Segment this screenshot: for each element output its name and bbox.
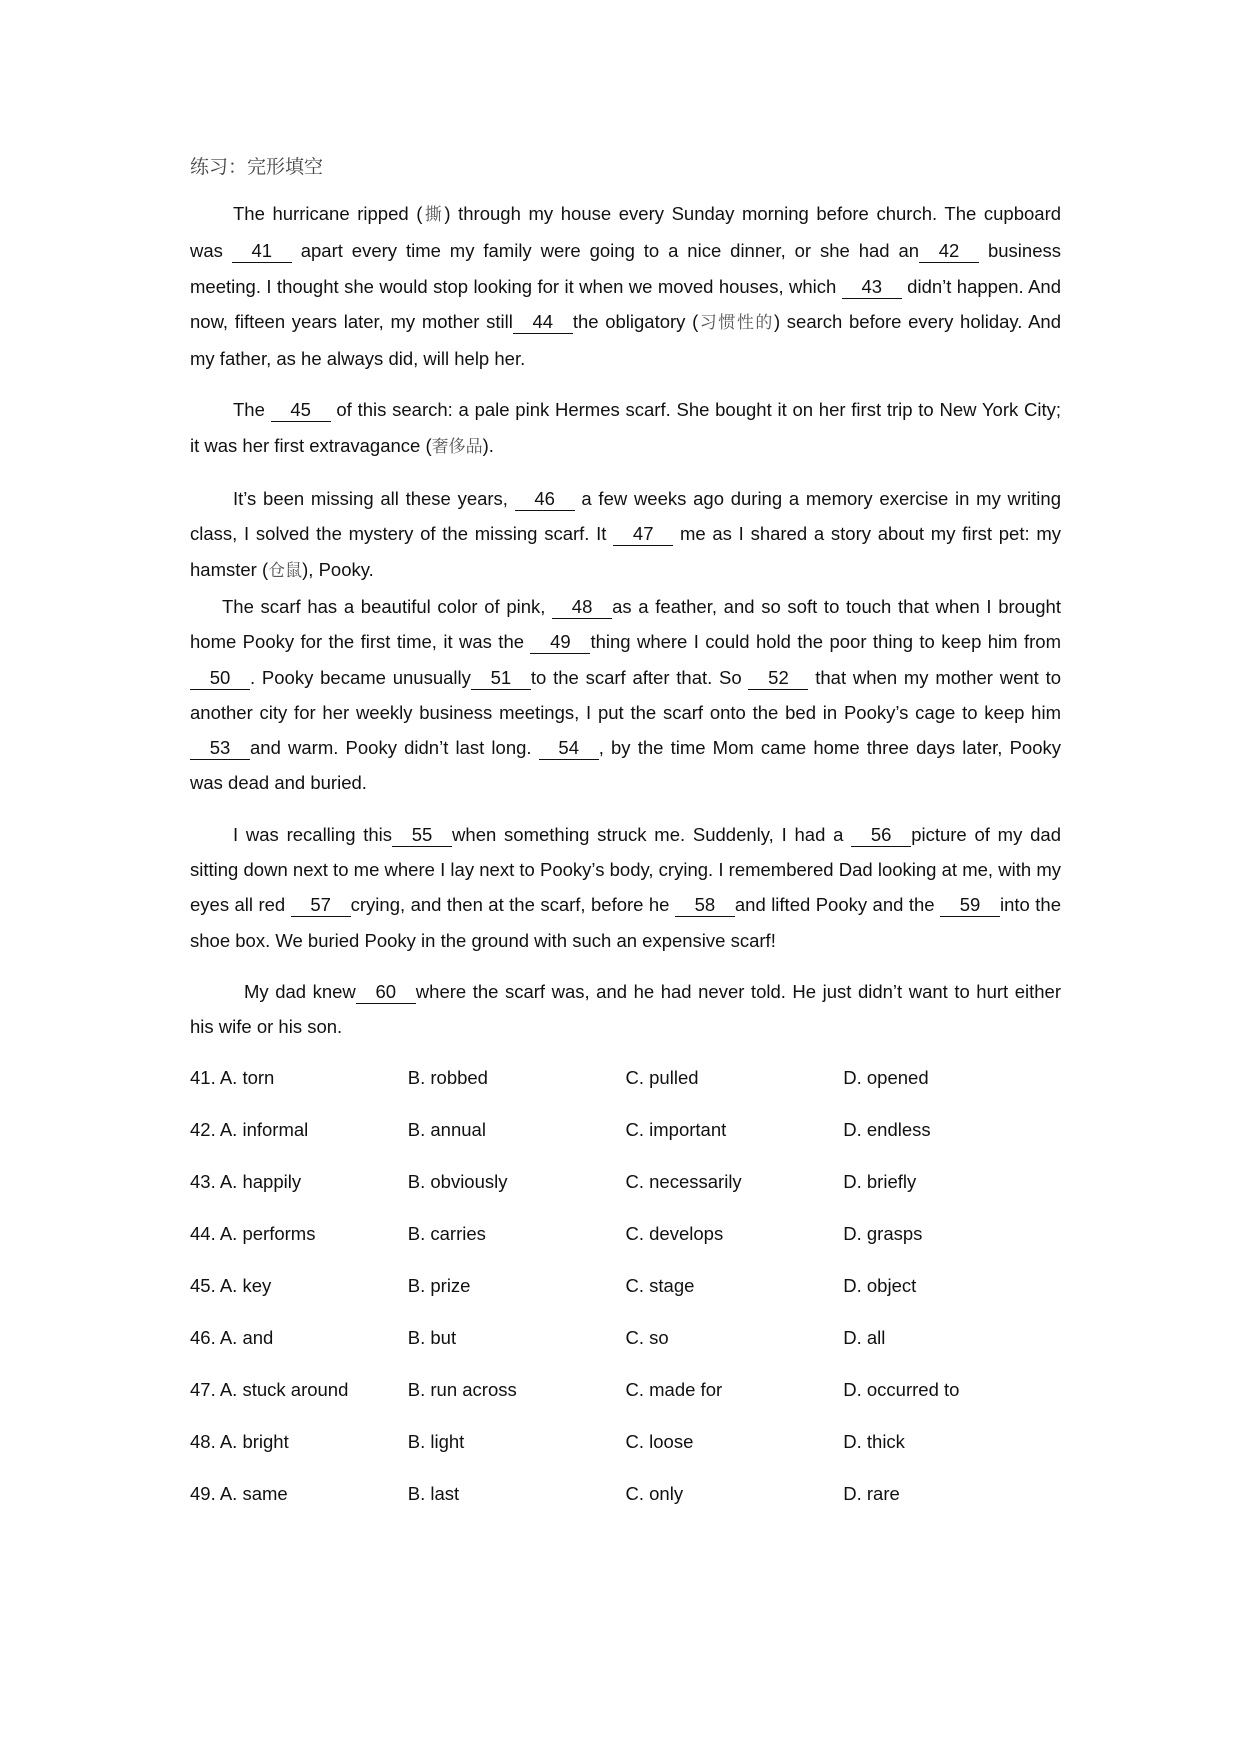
- option-choice: D. occurred to: [843, 1378, 960, 1400]
- passage-text: as a feather, and so soft to touch that when I brought home Pooky for the first time, it was the: [190, 595, 1061, 653]
- option-choice: 47. A. stuck around: [190, 1378, 349, 1400]
- passage-text: where the scarf was, and he had never told. He just didn’t want to hurt either his wife or his son.: [190, 980, 1061, 1038]
- answer-blank: 48: [552, 596, 612, 619]
- answer-blank: 58: [675, 894, 735, 917]
- passage-text: thing where I could hold the poor thing to keep him from: [590, 631, 1061, 653]
- option-choice: C. important: [625, 1118, 727, 1140]
- option-choice: 46. A. and: [190, 1326, 274, 1348]
- option-choice: C. necessarily: [625, 1170, 742, 1192]
- answer-blank: 54: [539, 737, 599, 760]
- option-choice: D. grasps: [843, 1222, 923, 1244]
- option-choice: 42. A. informal: [190, 1118, 309, 1140]
- option-choice: D. rare: [843, 1482, 900, 1504]
- passage-text: didn’t happen. And now, fifteen years later, my mother still: [190, 275, 1061, 332]
- question-options-row: [190, 1375, 1061, 1427]
- passage-text: apart every time my family were going to a nice dinner, or she had an: [291, 240, 920, 262]
- option-choice: C. so: [625, 1326, 669, 1348]
- option-choice: 41. A. torn: [190, 1066, 275, 1088]
- option-choice: B. robbed: [407, 1066, 488, 1088]
- passage-paragraph: [190, 196, 1061, 376]
- chinese-gloss: 奢侈品: [431, 436, 483, 457]
- document-page: [190, 152, 1061, 1531]
- option-choice: C. made for: [625, 1378, 723, 1400]
- question-options-row: [190, 1427, 1061, 1479]
- answer-blank: 44: [513, 311, 573, 334]
- passage-paragraph: [190, 589, 1061, 801]
- passage-text: business meeting. I thought she would stop looking for it when we moved houses, which: [190, 240, 1061, 297]
- option-choice: B. annual: [407, 1118, 486, 1140]
- passage-text: The scarf has a beautiful color of pink,: [222, 595, 553, 617]
- passage-text: ).: [482, 434, 494, 456]
- answer-blank: 56: [851, 824, 911, 847]
- option-choice: B. carries: [407, 1222, 486, 1244]
- answer-blank: 52: [748, 667, 808, 690]
- answer-blank: 60: [356, 981, 416, 1004]
- question-options-row: [190, 1271, 1061, 1323]
- option-choice: C. only: [625, 1482, 684, 1504]
- answer-blank: 49: [530, 631, 590, 654]
- answer-options: [190, 1063, 1061, 1531]
- option-choice: D. object: [843, 1274, 917, 1296]
- answer-blank: 46: [515, 488, 575, 511]
- question-options-row: [190, 1167, 1061, 1219]
- passage-text: ) search before every holiday. And my father, as he always did, will help her.: [190, 310, 1062, 370]
- passage-text: me as I shared a story about my first pet: my hamster (: [190, 523, 1062, 580]
- passage-text: a few weeks ago during a memory exercise in my writing class, I solved the mystery of the missing scarf. It: [190, 488, 1061, 545]
- answer-blank: 59: [940, 894, 1000, 917]
- answer-blank: 45: [271, 399, 331, 422]
- passage-text: ) through my house every Sunday morning before church. The cupboard was: [190, 203, 1062, 262]
- passage-text: I was recalling this: [233, 823, 393, 845]
- passage-text: . Pooky became unusually: [250, 666, 471, 688]
- answer-blank: 53: [190, 737, 250, 760]
- option-choice: B. obviously: [407, 1170, 508, 1192]
- option-choice: 49. A. same: [190, 1482, 288, 1504]
- option-choice: D. briefly: [843, 1170, 917, 1192]
- option-choice: C. loose: [625, 1430, 694, 1452]
- option-choice: 45. A. key: [190, 1274, 272, 1296]
- option-choice: D. all: [843, 1326, 886, 1348]
- passage-text: ), Pooky.: [302, 558, 374, 580]
- passage-text: of this search: a pale pink Hermes scarf. She bought it on her first trip to New York City; it was her first extravagance (: [190, 399, 1061, 456]
- passage-text: My dad knew: [244, 980, 356, 1002]
- passage-text: when something struck me. Suddenly, I had a: [452, 823, 852, 845]
- option-choice: B. last: [407, 1482, 460, 1504]
- passage-text: that when my mother went to another city for her weekly business meetings, I put the scarf onto the bed in Pooky’s cage to keep him: [190, 666, 1061, 723]
- exercise-title: 练习：完形填空: [190, 156, 324, 178]
- option-choice: C. stage: [625, 1274, 695, 1296]
- chinese-gloss: 习惯性的: [698, 312, 774, 333]
- option-choice: D. thick: [843, 1430, 905, 1452]
- passage-text: and lifted Pooky and the: [734, 894, 941, 916]
- option-choice: B. prize: [407, 1274, 471, 1296]
- passage-text: , by the time Mom came home three days later, Pooky was dead and buried.: [190, 737, 1061, 794]
- passage-text: picture of my dad sitting down next to me where I lay next to Pooky’s body, crying. I remembered Dad looking at me, with my eyes all red: [190, 823, 1061, 916]
- answer-blank: 50: [190, 667, 250, 690]
- answer-blank: 43: [842, 276, 902, 299]
- question-options-row: [190, 1063, 1061, 1115]
- answer-blank: 41: [232, 240, 292, 263]
- passage-text: crying, and then at the scarf, before he: [350, 894, 675, 916]
- question-options-row: [190, 1479, 1061, 1531]
- answer-blank: 55: [392, 824, 452, 847]
- option-choice: 43. A. happily: [190, 1170, 302, 1192]
- passage-text: The hurricane ripped (: [233, 203, 423, 224]
- answer-blank: 51: [471, 667, 531, 690]
- answer-blank: 57: [291, 894, 351, 917]
- cloze-passage: [190, 196, 1061, 1045]
- question-options-row: [190, 1219, 1061, 1271]
- option-choice: B. but: [407, 1326, 457, 1348]
- chinese-gloss: 仓鼠: [268, 560, 303, 581]
- passage-text: and warm. Pooky didn’t last long.: [250, 737, 539, 759]
- option-choice: 48. A. bright: [190, 1430, 289, 1452]
- option-choice: B. light: [407, 1430, 465, 1452]
- passage-text: into the shoe box. We buried Pooky in the ground with such an expensive scarf!: [190, 894, 1061, 951]
- passage-text: the obligatory (: [572, 310, 699, 332]
- option-choice: B. run across: [407, 1378, 517, 1400]
- passage-text: It’s been missing all these years,: [233, 488, 515, 510]
- passage-paragraph: [190, 481, 1061, 589]
- passage-text: to the scarf after that. So: [530, 666, 749, 688]
- option-choice: 44. A. performs: [190, 1222, 316, 1244]
- passage-paragraph: [190, 817, 1061, 958]
- passage-paragraph: [190, 392, 1061, 465]
- option-choice: C. develops: [625, 1222, 724, 1244]
- answer-blank: 47: [613, 523, 673, 546]
- passage-text: The: [233, 399, 271, 421]
- option-choice: D. opened: [843, 1066, 929, 1088]
- option-choice: D. endless: [843, 1118, 931, 1140]
- passage-paragraph: [190, 974, 1061, 1045]
- chinese-gloss: 撕: [422, 205, 445, 225]
- option-choice: C. pulled: [625, 1066, 699, 1088]
- question-options-row: [190, 1323, 1061, 1375]
- question-options-row: [190, 1115, 1061, 1167]
- answer-blank: 42: [919, 240, 979, 263]
